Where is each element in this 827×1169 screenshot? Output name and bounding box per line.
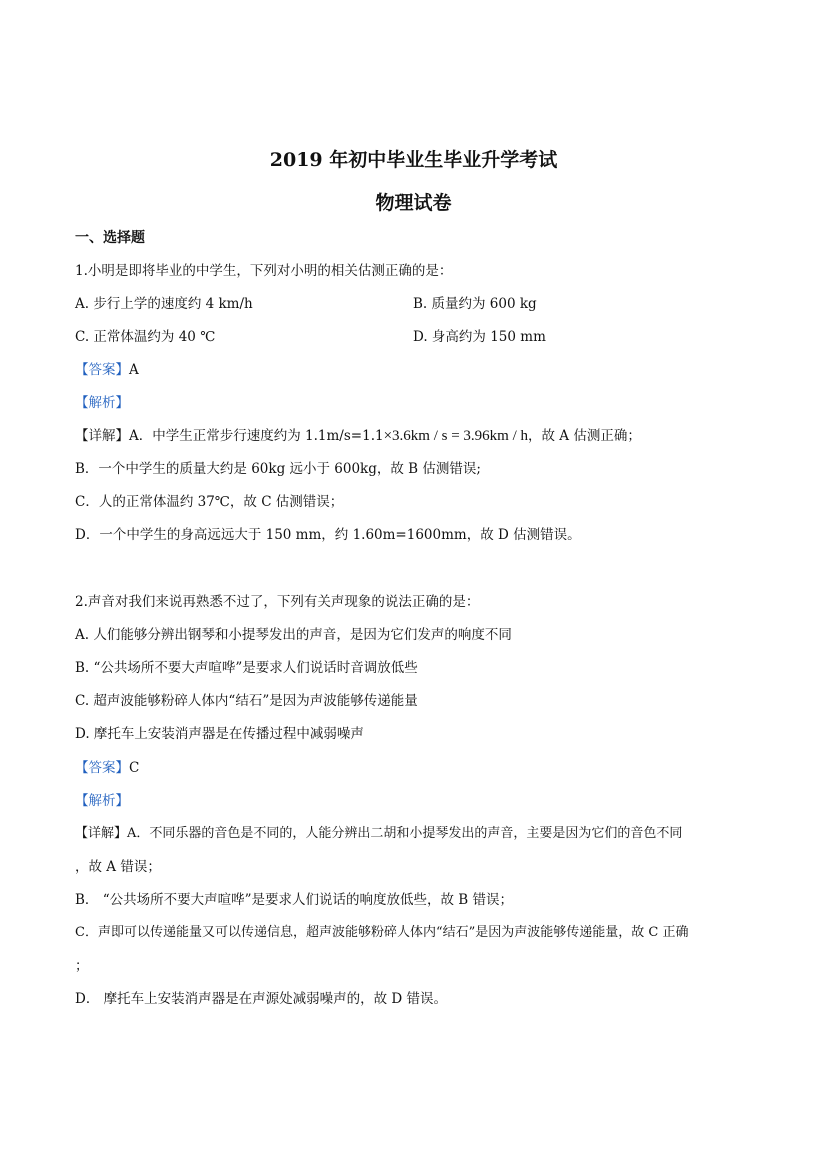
q2-option-b: B. “公共场所不要大声喧哗”是要求人们说话时音调放低些 (75, 660, 418, 676)
q1-detail-1-suffix: ，故 A 估测正确； (528, 428, 641, 444)
q1-detail-1-prefix: 【详解】A．中学生正常步行速度约为 1.1m/s=1.1 (75, 428, 384, 444)
q2-answer-value: C (129, 760, 140, 776)
q1-answer-value: A (129, 362, 139, 378)
q1-detail-4: D．一个中学生的身高远远大于 150 mm，约 1.60m=1600mm，故 D 估测错误。 (75, 527, 581, 543)
q1-option-d: D. 身高约为 150 mm (413, 329, 546, 345)
q1-analysis-label: 【解析】 (75, 395, 129, 411)
q2-detail-2: B． “公共场所不要大声喧哗”是要求人们说话的响度放低些，故 B 错误； (75, 892, 514, 908)
q2-answer (75, 758, 767, 778)
document-title: 2019 年初中毕业生毕业升学考试 (269, 149, 558, 171)
q2-detail-3a: C．声即可以传递能量又可以传递信息，超声波能够粉碎人体内“结石”是因为声波能够传递能量，故 C 正确 (75, 925, 689, 940)
q2-analysis-label: 【解析】 (75, 793, 129, 809)
q2-option-a: A. 人们能够分辨出钢琴和小提琴发出的声音，是因为它们发声的响度不同 (75, 627, 512, 643)
q2-option-d: D. 摩托车上安装消声器是在传播过程中减弱噪声 (75, 726, 364, 742)
q2-detail-3b: ； (75, 958, 89, 974)
q2-analysis-tag (75, 791, 767, 811)
section-heading: 一、选择题 (75, 230, 145, 246)
q1-detail-1 (75, 426, 767, 446)
q1-stem: 1.小明是即将毕业的中学生，下列对小明的相关估测正确的是： (75, 263, 453, 279)
q1-detail-3: C．人的正常体温约 37℃，故 C 估测错误； (75, 494, 344, 510)
q2-answer-tag: 【答案】 (75, 760, 129, 776)
q1-answer (75, 360, 767, 380)
q1-option-c: C. 正常体温约为 40 ℃ (75, 329, 216, 345)
q2-detail-4: D． 摩托车上安装消声器是在声源处减弱噪声的，故 D 错误。 (75, 991, 448, 1007)
q1-option-b: B. 质量约为 600 kg (413, 296, 537, 312)
q2-option-c: C. 超声波能够粉碎人体内“结石”是因为声波能够传递能量 (75, 693, 418, 709)
q1-answer-tag: 【答案】 (75, 362, 129, 378)
document-subtitle: 物理试卷 (375, 192, 452, 214)
q1-option-a: A. 步行上学的速度约 4 km/h (75, 296, 253, 312)
q1-detail-1-formula: ×3.6km / s = 3.96km / h (383, 428, 529, 444)
q2-stem: 2.声音对我们来说再熟悉不过了，下列有关声现象的说法正确的是： (75, 594, 480, 610)
q1-detail-2: B．一个中学生的质量大约是 60kg 远小于 600kg，故 B 估测错误; (75, 461, 481, 477)
q2-detail-1b: ，故 A 错误； (75, 859, 161, 875)
q1-analysis-tag (75, 393, 767, 413)
q2-detail-1a: 【详解】A．不同乐器的音色是不同的，人能分辨出二胡和小提琴发出的声音，主要是因为它们的音色不同 (75, 826, 683, 841)
